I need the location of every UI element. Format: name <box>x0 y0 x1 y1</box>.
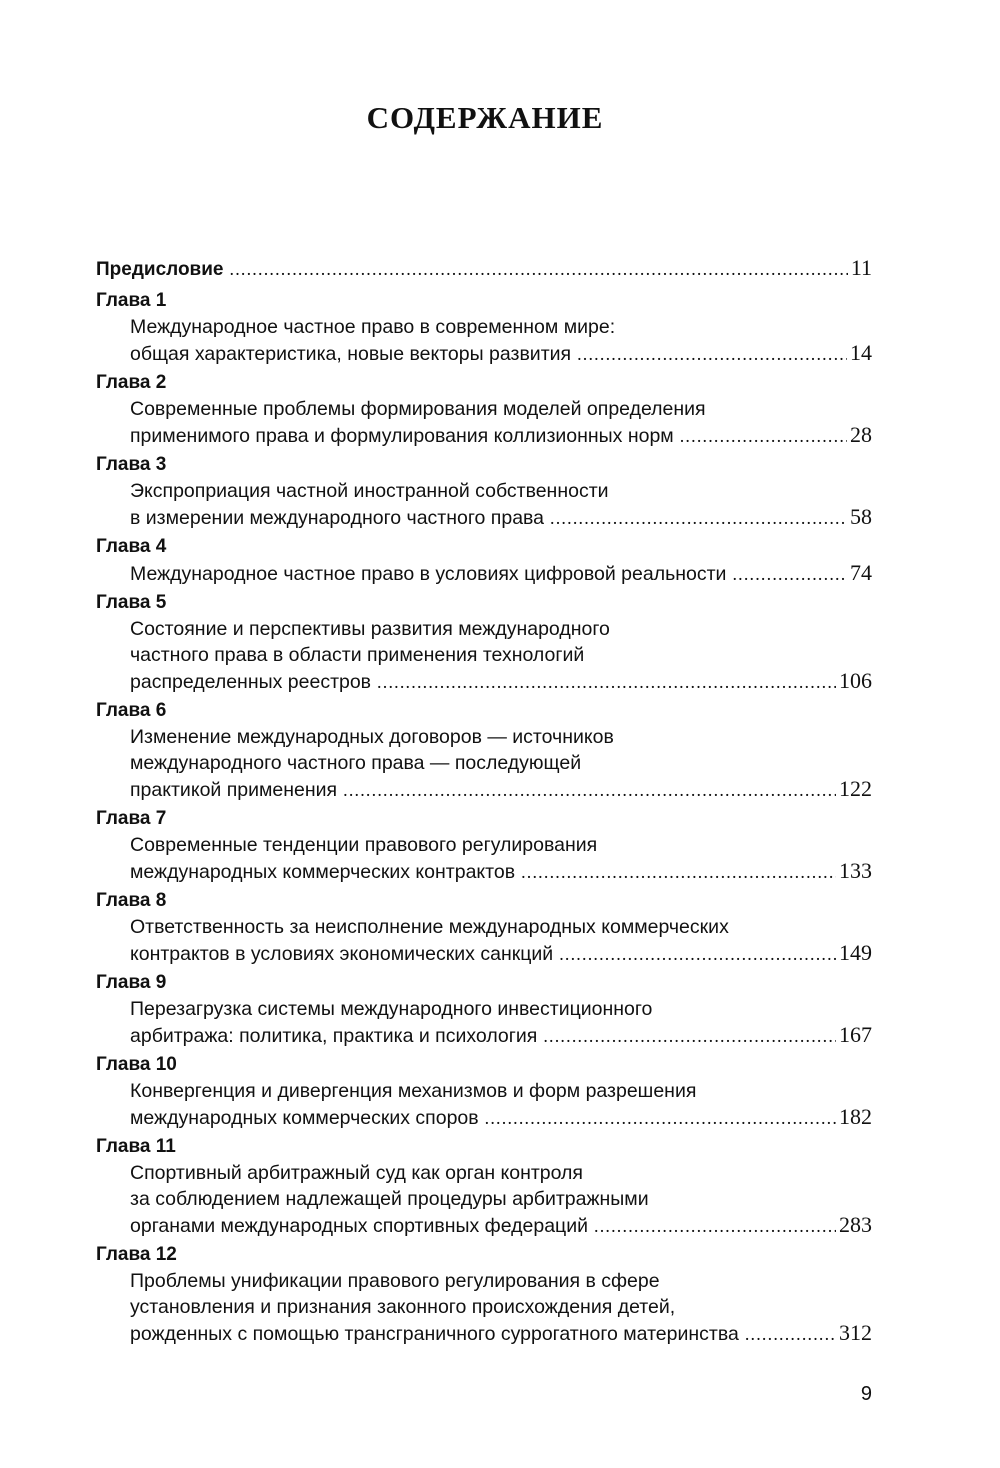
chapter-label: Глава 2 <box>96 372 167 393</box>
toc-chapter-10[interactable] <box>96 1053 872 1131</box>
chapter-title-line: за соблюдением надлежащей процедуры арбитражными <box>130 1188 649 1210</box>
chapter-title-last-line <box>130 560 872 587</box>
toc-page-number: 283 <box>839 1212 872 1237</box>
chapter-title-last-line <box>130 668 872 695</box>
chapter-title-last-line <box>130 776 872 803</box>
chapter-title-last-line <box>130 1104 872 1131</box>
chapter-title-line: Международное частное право в условиях цифровой реальности <box>130 563 727 585</box>
chapter-title-line: применимого права и формулирования коллизионных норм <box>130 425 674 447</box>
chapter-title-line: Перезагрузка системы международного инвестиционного <box>130 998 653 1020</box>
toc-page-number: 182 <box>839 1104 872 1129</box>
dot-leader <box>577 341 847 367</box>
dot-leader <box>543 1023 836 1049</box>
toc-chapter-8[interactable] <box>96 889 872 967</box>
table-of-contents <box>96 255 872 1347</box>
dot-leader <box>377 669 836 695</box>
chapter-label: Глава 9 <box>96 972 167 993</box>
chapter-title-last-line <box>130 340 872 367</box>
toc-page-number: 133 <box>839 858 872 883</box>
toc-chapter-4[interactable] <box>96 535 872 587</box>
chapter-title-block <box>96 1268 872 1347</box>
chapter-list <box>96 289 872 1347</box>
chapter-label: Глава 10 <box>96 1054 177 1075</box>
chapter-title-last-line <box>130 1212 872 1239</box>
toc-page-number: 106 <box>839 668 872 693</box>
chapter-label: Глава 7 <box>96 808 167 829</box>
chapter-title-line: в измерении международного частного права <box>130 507 545 529</box>
chapter-title-block <box>96 1160 872 1239</box>
chapter-title-last-line <box>130 504 872 531</box>
toc-chapter-5[interactable] <box>96 591 872 695</box>
chapter-title-line: рожденных с помощью трансграничного суррогатного материнства <box>130 1323 739 1345</box>
toc-entry-preface[interactable] <box>96 255 872 283</box>
chapter-title-line: контрактов в условиях экономических санкций <box>130 943 554 965</box>
toc-page-number: 74 <box>850 560 872 585</box>
chapter-title-block <box>96 832 872 885</box>
toc-page-number: 122 <box>839 776 872 801</box>
toc-chapter-11[interactable] <box>96 1135 872 1239</box>
toc-chapter-9[interactable] <box>96 971 872 1049</box>
chapter-title-block <box>96 724 872 803</box>
chapter-title-last-line <box>130 1022 872 1049</box>
toc-page-number: 28 <box>850 422 872 447</box>
chapter-title-block <box>96 560 872 587</box>
dot-leader <box>594 1213 836 1239</box>
chapter-title-block <box>96 1078 872 1131</box>
chapter-title-line: практикой применения <box>130 779 338 801</box>
chapter-title-last-line <box>130 858 872 885</box>
toc-page-number: 167 <box>839 1022 872 1047</box>
toc-chapter-2[interactable] <box>96 371 872 449</box>
chapter-title-line: Современные тенденции правового регулирования <box>130 834 598 856</box>
chapter-title-line: Состояние и перспективы развития международного <box>130 618 610 640</box>
toc-chapter-3[interactable] <box>96 453 872 531</box>
dot-leader <box>550 505 847 531</box>
chapter-title-block <box>96 314 872 367</box>
chapter-title-block <box>96 396 872 449</box>
chapter-title-last-line <box>130 422 872 449</box>
chapter-label: Глава 11 <box>96 1136 176 1157</box>
chapter-title-line: Ответственность за неисполнение международных коммерческих <box>130 916 729 938</box>
chapter-title-line: международных коммерческих споров <box>130 1107 479 1129</box>
chapter-title-line: Конвергенция и дивергенция механизмов и форм разрешения <box>130 1080 697 1102</box>
chapter-title-line: Изменение международных договоров — источников <box>130 726 614 748</box>
chapter-label: Глава 5 <box>96 592 167 613</box>
chapter-title-block <box>96 996 872 1049</box>
page-title: СОДЕРЖАНИЕ <box>366 100 604 135</box>
chapter-label: Глава 12 <box>96 1244 177 1265</box>
toc-page-number: 11 <box>850 255 872 280</box>
dot-leader <box>485 1105 836 1131</box>
chapter-title-line: установления и признания законного происхождения детей, <box>130 1296 676 1318</box>
dot-leader <box>680 423 847 449</box>
chapter-label: Глава 8 <box>96 890 167 911</box>
dot-leader <box>745 1321 836 1347</box>
chapter-title-line: Экспроприация частной иностранной собственности <box>130 480 609 502</box>
chapter-title-line: частного права в области применения технологий <box>130 644 585 666</box>
chapter-title-line: Спортивный арбитражный суд как орган контроля <box>130 1162 583 1184</box>
chapter-title-block <box>96 914 872 967</box>
toc-chapter-12[interactable] <box>96 1243 872 1347</box>
dot-leader <box>732 561 847 587</box>
chapter-title-block <box>96 478 872 531</box>
toc-page-number: 312 <box>839 1320 872 1345</box>
chapter-label: Глава 4 <box>96 536 167 557</box>
chapter-title-line: международного частного права — последующей <box>130 752 582 774</box>
chapter-label: Глава 1 <box>96 290 167 311</box>
chapter-title-line: международных коммерческих контрактов <box>130 861 516 883</box>
dot-leader <box>230 256 848 282</box>
dot-leader <box>343 777 836 803</box>
toc-page-number: 14 <box>850 340 872 365</box>
chapter-title-line: общая характеристика, новые векторы развития <box>130 343 572 365</box>
chapter-title-line: распределенных реестров <box>130 671 372 693</box>
chapter-title-line: Международное частное право в современном мире: <box>130 316 616 338</box>
dot-leader <box>521 859 836 885</box>
chapter-title-line: органами международных спортивных федераций <box>130 1215 588 1237</box>
page-number: 9 <box>860 1383 872 1405</box>
chapter-label: Глава 6 <box>96 700 167 721</box>
toc-chapter-1[interactable] <box>96 289 872 367</box>
chapter-title-last-line <box>130 1320 872 1347</box>
chapter-label: Глава 3 <box>96 454 167 475</box>
toc-page-number: 58 <box>850 504 872 529</box>
chapter-title-line: Проблемы унификации правового регулирования в сфере <box>130 1270 660 1292</box>
chapter-title-line: арбитража: политика, практика и психология <box>130 1025 538 1047</box>
toc-page-number: 149 <box>839 940 872 965</box>
toc-chapter-6[interactable] <box>96 699 872 803</box>
toc-chapter-7[interactable] <box>96 807 872 885</box>
toc-entry-label: Предисловие <box>96 259 224 280</box>
chapter-title-line: Современные проблемы формирования моделей определения <box>130 398 706 420</box>
chapter-title-block <box>96 616 872 695</box>
dot-leader <box>559 941 836 967</box>
chapter-title-last-line <box>130 940 872 967</box>
